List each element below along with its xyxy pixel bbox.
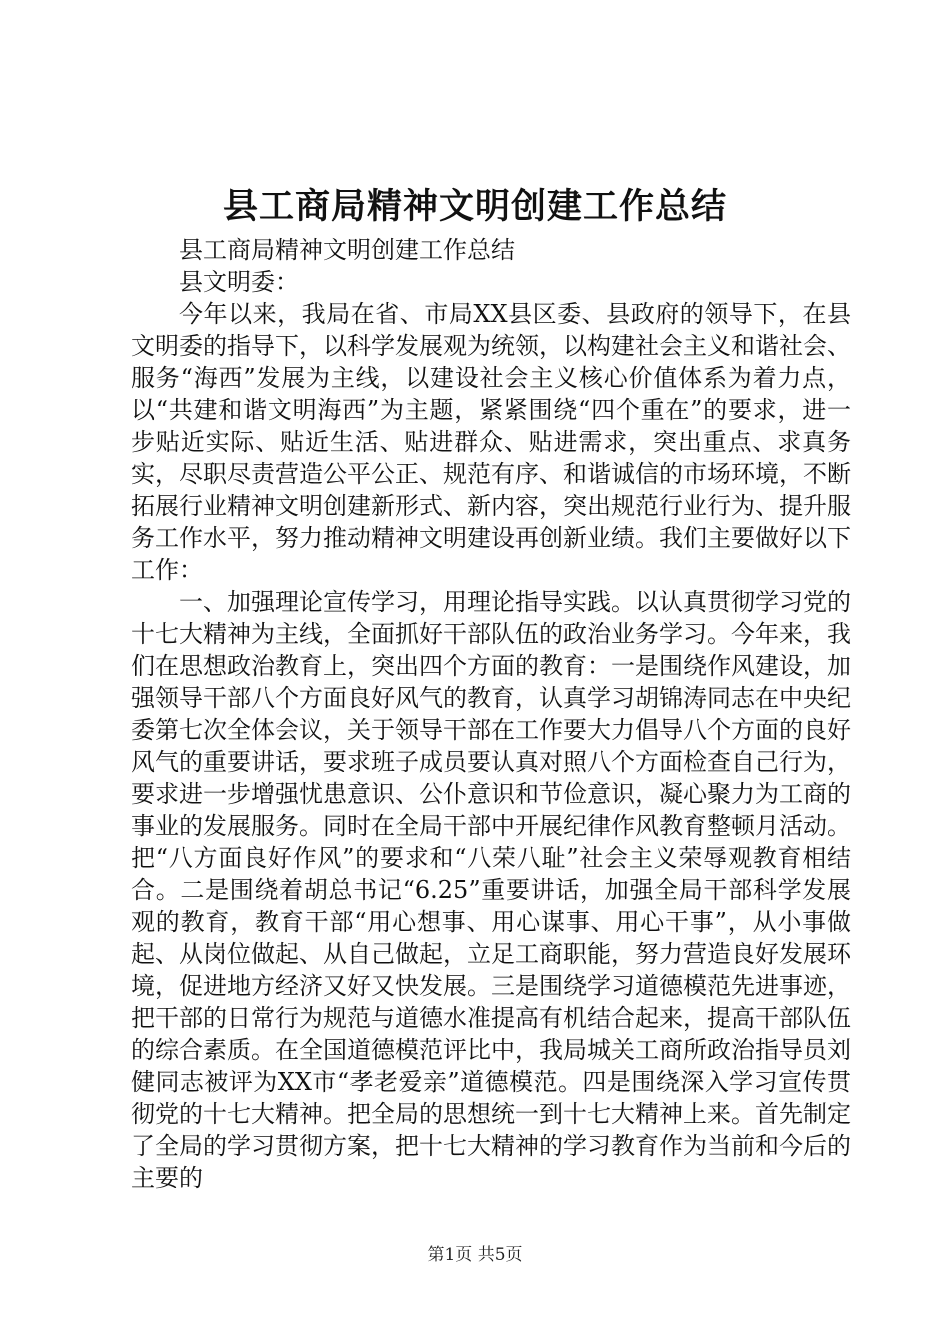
document-subtitle: 县工商局精神文明创建工作总结 xyxy=(179,236,515,264)
body-paragraph-intro: 今年以来，我局在省、市局XX县区委、县政府的领导下，在县文明委的指导下，以科学发展观为统领，以构建社会主义和谐社会、服务“海西”发展为主线，以建设社会主义核心价值体系为着力点，以“共建和谐文明海西”为主题，紧紧围绕“四个重在”的要求，进一步贴近实际、贴近生活、贴进群众、贴进需求，突出重点、求真务实，尽职尽责营造公平公正、规范有序、和谐诚信的市场环境，不断拓展行业精神文明创建新形式、新内容，突出规范行业行为、提升服务工作水平，努力推动精神文明建设再创新业绩。我们主要做好以下工作： xyxy=(131,300,851,584)
document-body xyxy=(131,234,851,1194)
document-title: 县工商局精神文明创建工作总结 xyxy=(222,186,727,227)
document-addressee: 县文明委： xyxy=(179,268,299,296)
page-number-footer: 第1页 共5页 xyxy=(427,1245,523,1265)
body-paragraph-section-one: 一、加强理论宣传学习，用理论指导实践。以认真贯彻学习党的十七大精神为主线，全面抓好干部队伍的政治业务学习。今年来，我们在思想政治教育上，突出四个方面的教育：一是围绕作风建设，加强领导干部八个方面良好风气的教育，认真学习胡锦涛同志在中央纪委第七次全体会议，关于领导干部在工作要大力倡导八个方面的良好风气的重要讲话，要求班子成员要认真对照八个方面检查自己行为，要求进一步增强忧患意识、公仆意识和节俭意识，凝心聚力为工商的事业的发展服务。同时在全局干部中开展纪律作风教育整顿月活动。把“八方面良好作风”的要求和“八荣八耻”社会主义荣辱观教育相结合。二是围绕着胡总书记“6.25”重要讲话，加强全局干部科学发展观的教育，教育干部“用心想事、用心谋事、用心干事”，从小事做起、从岗位做起、从自己做起，立足工商职能，努力营造良好发展环境，促进地方经济又好又快发展。三是围绕学习道德模范先进事迹，把干部的日常行为规范与道德水准提高有机结合起来，提高干部队伍的综合素质。在全国道德模范评比中，我局城关工商所政治指导员刘健同志被评为XX市“孝老爱亲”道德模范。四是围绕深入学习宣传贯彻党的十七大精神。把全局的思想统一到十七大精神上来。首先制定了全局的学习贯彻方案，把十七大精神的学习教育作为当前和今后的主要的 xyxy=(131,588,851,1192)
